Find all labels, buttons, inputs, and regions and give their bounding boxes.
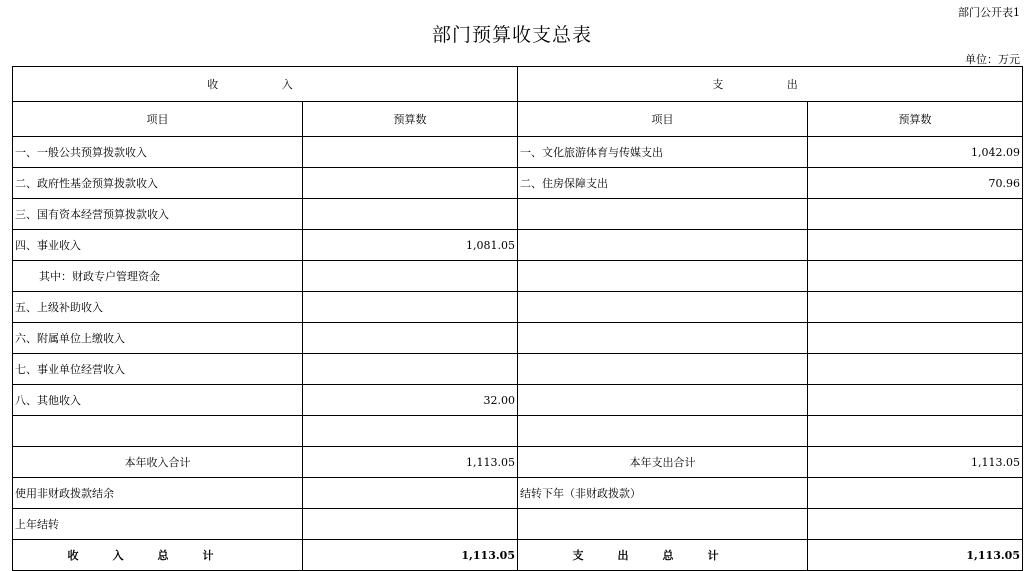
- expense-value: [808, 416, 1023, 447]
- expense-label: [518, 261, 808, 292]
- table-row: [13, 137, 1023, 168]
- expense-value: [808, 292, 1023, 323]
- income-value: 1,081.05: [303, 230, 518, 261]
- income-label: 四、事业收入: [13, 230, 303, 261]
- table-row: [13, 385, 1023, 416]
- expense-label: [518, 323, 808, 354]
- table-row: [13, 323, 1023, 354]
- table-row: [13, 230, 1023, 261]
- income-value: [303, 168, 518, 199]
- table-row: [13, 416, 1023, 447]
- income-value: [303, 416, 518, 447]
- income-value: [303, 323, 518, 354]
- expense-label: [518, 354, 808, 385]
- income-value: [303, 199, 518, 230]
- expense-subtotal-label: 本年支出合计: [518, 447, 808, 478]
- income-value: [303, 478, 518, 509]
- income-value: [303, 261, 518, 292]
- income-label: 使用非财政拨款结余: [13, 478, 303, 509]
- table-row: [13, 354, 1023, 385]
- header-row: [13, 67, 1023, 102]
- income-label: 其中：财政专户管理资金: [13, 261, 303, 292]
- table-row: [13, 168, 1023, 199]
- income-value: [303, 137, 518, 168]
- expense-value: [808, 199, 1023, 230]
- table-row: [13, 261, 1023, 292]
- income-label: 五、上级补助收入: [13, 292, 303, 323]
- carry-row: [13, 478, 1023, 509]
- expense-value: [808, 478, 1023, 509]
- income-value: [303, 292, 518, 323]
- income-item-header: 项目: [13, 102, 303, 137]
- expense-label: [518, 230, 808, 261]
- expense-label: 一、文化旅游体育与传媒支出: [518, 137, 808, 168]
- subheader-row: [13, 102, 1023, 137]
- income-label: 三、国有资本经营预算拨款收入: [13, 199, 303, 230]
- expense-value: 1,042.09: [808, 137, 1023, 168]
- subtotal-row: [13, 447, 1023, 478]
- page-title: 部门预算收支总表: [431, 24, 592, 46]
- total-row: [13, 540, 1023, 571]
- expense-total-value: 1,113.05: [808, 540, 1023, 571]
- expense-value: [808, 509, 1023, 540]
- budget-table: [12, 66, 1023, 571]
- expense-label: [518, 199, 808, 230]
- income-subtotal-value: 1,113.05: [303, 447, 518, 478]
- income-value: [303, 354, 518, 385]
- expense-header: 支 出: [518, 67, 1023, 102]
- income-label: [13, 416, 303, 447]
- unit-label: 单位：万元: [965, 53, 1020, 66]
- expense-value: [808, 261, 1023, 292]
- income-label: 七、事业单位经营收入: [13, 354, 303, 385]
- expense-value: [808, 354, 1023, 385]
- income-label: 六、附属单位上缴收入: [13, 323, 303, 354]
- income-label: 一、一般公共预算拨款收入: [13, 137, 303, 168]
- expense-item-header: 项目: [518, 102, 808, 137]
- income-value: 32.00: [303, 385, 518, 416]
- table-number-label: 部门公开表1: [958, 6, 1020, 19]
- income-label: 上年结转: [13, 509, 303, 540]
- expense-total-label: 支出总计: [518, 540, 808, 571]
- expense-budget-header: 预算数: [808, 102, 1023, 137]
- expense-value: [808, 385, 1023, 416]
- expense-label: [518, 292, 808, 323]
- expense-label: [518, 416, 808, 447]
- income-total-label: 收入总计: [13, 540, 303, 571]
- income-label: 二、政府性基金预算拨款收入: [13, 168, 303, 199]
- income-budget-header: 预算数: [303, 102, 518, 137]
- income-total-value: 1,113.05: [303, 540, 518, 571]
- expense-label: [518, 385, 808, 416]
- income-value: [303, 509, 518, 540]
- carry-row: [13, 509, 1023, 540]
- income-label: 八、其他收入: [13, 385, 303, 416]
- expense-label: 结转下年（非财政拨款）: [518, 478, 808, 509]
- table-row: [13, 199, 1023, 230]
- expense-value: [808, 323, 1023, 354]
- expense-label: [518, 509, 808, 540]
- income-subtotal-label: 本年收入合计: [13, 447, 303, 478]
- expense-subtotal-value: 1,113.05: [808, 447, 1023, 478]
- expense-label: 二、住房保障支出: [518, 168, 808, 199]
- table-row: [13, 292, 1023, 323]
- expense-value: [808, 230, 1023, 261]
- income-header: 收 入: [13, 67, 518, 102]
- expense-value: 70.96: [808, 168, 1023, 199]
